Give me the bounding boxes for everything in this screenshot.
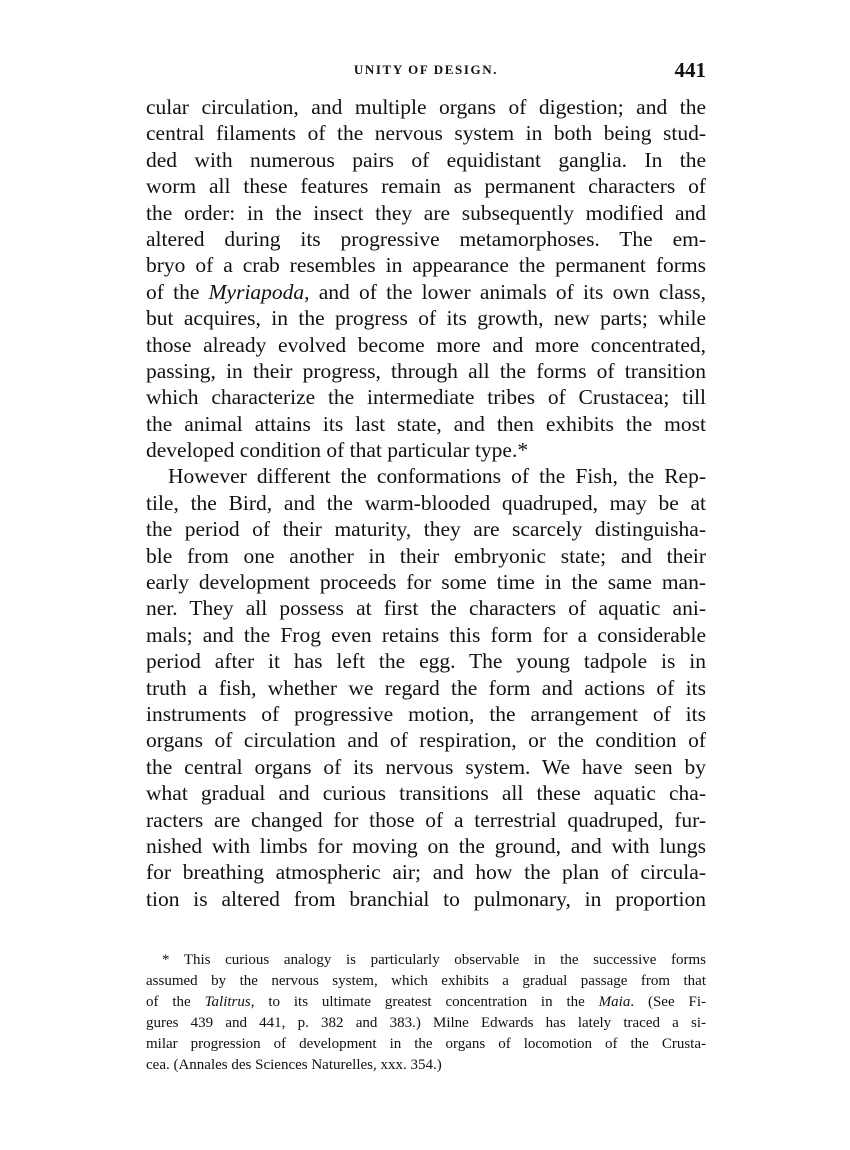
italic-term: Maia xyxy=(598,994,631,1010)
text-line: truth a fish, whether we regard the form and actions of its xyxy=(146,675,706,700)
text-line: the period of their maturity, they are scarcely distinguisha- xyxy=(146,517,706,542)
text-line: for breathing atmospheric air; and how the plan of circula- xyxy=(146,860,706,885)
footnote-line xyxy=(146,992,706,1013)
text-line xyxy=(146,279,706,305)
text-line: central filaments of the nervous system in both being stud- xyxy=(146,121,706,146)
text-line: ner. They all possess at first the characters of aquatic ani- xyxy=(146,596,706,621)
text-segment: . (See Fi- xyxy=(630,994,706,1010)
text-line: However different the conformations of the Fish, the Rep- xyxy=(168,464,706,489)
text-line: tile, the Bird, and the warm-blooded quadruped, may be at xyxy=(146,490,706,515)
text-line: bryo of a crab resembles in appearance the permanent forms xyxy=(146,253,706,278)
text-line: ble from one another in their embryonic state; and their xyxy=(146,543,706,568)
text-segment: , and of the lower animals of its own class, xyxy=(304,279,706,304)
text-line: the order: in the insect they are subsequently modified and xyxy=(146,200,706,225)
text-line: what gradual and curious transitions all these aquatic cha- xyxy=(146,781,706,806)
text-line: which characterize the intermediate tribes of Crustacea; till xyxy=(146,385,706,410)
text-line: organs of circulation and of respiration, or the condition of xyxy=(146,728,706,753)
body-text xyxy=(146,94,706,912)
text-line: passing, in their progress, through all the forms of transition xyxy=(146,358,706,383)
text-line: ded with numerous pairs of equidistant ganglia. In the xyxy=(146,147,706,172)
text-line: nished with limbs for moving on the ground, and with lungs xyxy=(146,833,706,858)
text-segment: of the xyxy=(146,279,209,304)
text-line: developed condition of that particular type.* xyxy=(146,438,529,463)
italic-term: Myriapoda xyxy=(208,279,305,304)
text-line: period after it has left the egg. The young tadpole is in xyxy=(146,649,706,674)
italic-term: Talitrus xyxy=(204,994,251,1010)
footnote-line: cea. (Annales des Sciences Naturelles, xxx. 354.) xyxy=(146,1057,442,1073)
text-line: but acquires, in the progress of its growth, new parts; while xyxy=(146,306,706,331)
text-line: worm all these features remain as permanent characters of xyxy=(146,174,706,199)
footnote-line: assumed by the nervous system, which exhibits a gradual passage from that xyxy=(146,973,706,989)
page-number: 441 xyxy=(674,58,706,82)
text-line: those already evolved become more and more concentrated, xyxy=(146,332,706,357)
running-head xyxy=(146,58,706,88)
footnote xyxy=(146,950,706,1076)
text-line: altered during its progressive metamorphoses. The em- xyxy=(146,226,706,251)
footnote-line: gures 439 and 441, p. 382 and 383.) Milne Edwards has lately traced a si- xyxy=(146,1015,706,1031)
text-line: racters are changed for those of a terrestrial quadruped, fur- xyxy=(146,807,706,832)
running-title: UNITY OF DESIGN. xyxy=(353,62,499,77)
text-segment: , to its ultimate greatest concentration in the xyxy=(250,994,599,1010)
text-line: early development proceeds for some time in the same man- xyxy=(146,570,706,595)
footnote-line: milar progression of development in the organs of locomotion of the Crusta- xyxy=(146,1036,706,1052)
footnote-line: * This curious analogy is particularly observable in the successive forms xyxy=(162,952,706,968)
text-line: the central organs of its nervous system. We have seen by xyxy=(146,754,706,779)
text-line: mals; and the Frog even retains this form for a considerable xyxy=(146,622,706,647)
text-line: the animal attains its last state, and then exhibits the most xyxy=(146,411,706,436)
text-line: cular circulation, and multiple organs of digestion; and the xyxy=(146,95,706,119)
text-segment: of the xyxy=(146,994,205,1010)
text-line: tion is altered from branchial to pulmonary, in proportion xyxy=(146,886,706,911)
text-line: instruments of progressive motion, the arrangement of its xyxy=(146,701,706,726)
